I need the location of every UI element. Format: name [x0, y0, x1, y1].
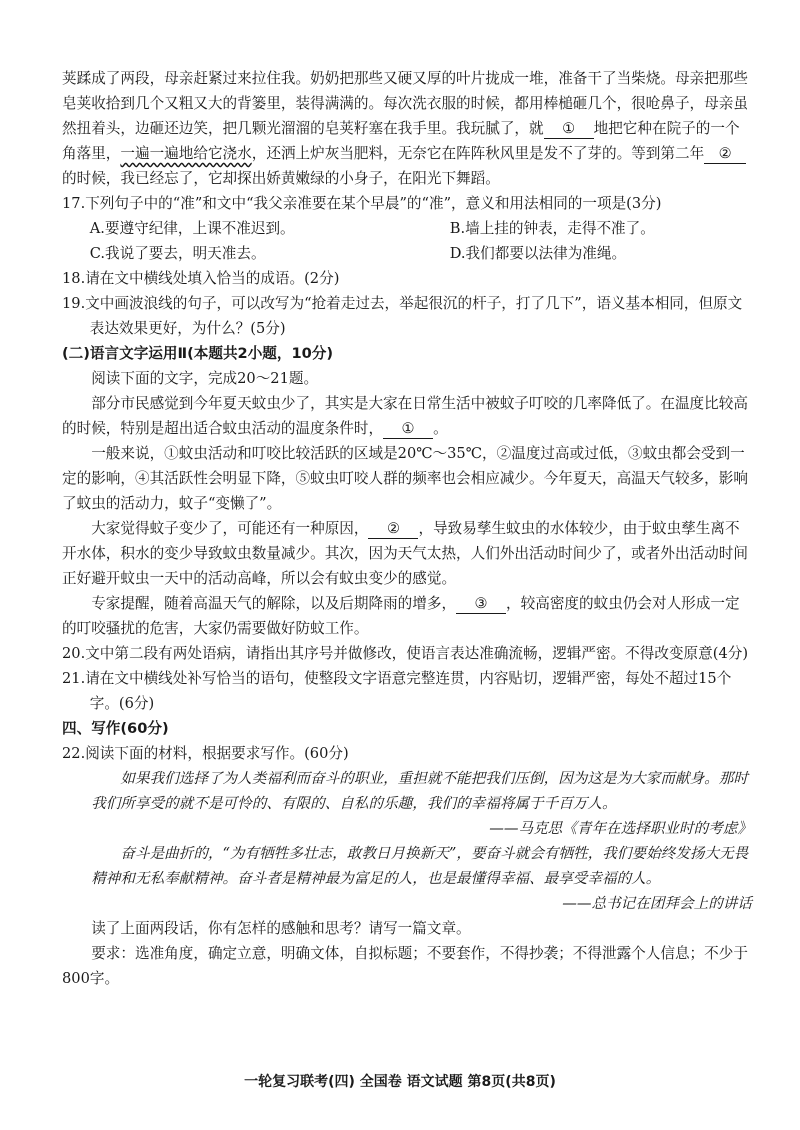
question-20: 20.文中第二段有两处语病，请指出其序号并做修改，使语言表达准确流畅，逻辑严密。不得改变原意(4分) [62, 645, 749, 662]
quote-2: 奋斗是曲折的，“为有牺牲多壮志，敢教日月换新天”，要奋斗就会有牺牲，我们要始终发扬大无畏精神和无私奉献精神。奋斗者是精神最为富足的人，也是最懂得幸福、最享受幸福的人。 [91, 845, 749, 887]
exam-page [62, 66, 752, 991]
section-2-title: (二)语言文字运用Ⅱ(本题共2小题，10分) [62, 345, 334, 362]
wavy-underlined-sentence: 一遍一遍地给它浇水 [120, 145, 252, 162]
blank-p1: ① [383, 420, 433, 439]
paragraph-3: 大家觉得蚊子变少了，可能还有一种原因， ② ，导致易孳生蚊虫的水体较少，由于蚊虫孳生离不开水体，积水的变少导致蚊虫数量减少。其次，因为天气太热，人们外出活动时间少了，或者外出活动时间正好避开蚊虫一天中的活动高峰，所以会有蚊虫变少的感觉。 [62, 520, 748, 587]
writing-requirements: 要求：选准角度，确定立意，明确文体，自拟标题；不要套作，不得抄袭；不得泄露个人信息；不少于800字。 [62, 945, 748, 987]
question-18: 18.请在文中横线处填入恰当的成语。(2分) [62, 270, 340, 287]
passage-tail: 荚蹂成了两段，母亲赶紧过来拉住我。奶奶把那些又硬又厚的叶片拢成一堆，准备干了当柴烧。母亲把那些皂荚收拾到几个又粗又大的背篓里，装得满满的。每次洗衣服的时候，都用棒槌砸几个，很呛鼻子，母亲虽然扭着头，边砸还边笑，把几颗光溜溜的皂荚籽塞在我手里。我玩腻了，就 ① 地把它种在院子的一个角落里，一遍一遍地给它浇水，还洒上炉灰当肥料，无奈它在阵阵秋风里是发不了芽的。等到第二年 ②的时候，我已经忘了，它却探出娇黄嫩绿的小身子，在阳光下舞蹈。 [62, 70, 748, 187]
quote-1-source: ——马克思《青年在选择职业时的考虑》 [489, 820, 752, 837]
quote-2-source: ——总书记在团拜会上的讲话 [562, 895, 752, 912]
blank-2: ② [704, 145, 746, 164]
page-footer: 一轮复习联考(四) 全国卷 语文试题 第8页(共8页) [244, 1074, 556, 1090]
option-b: B.墙上挂的钟表，走得不准了。 [449, 220, 655, 237]
option-d: D.我们都要以法律为准绳。 [449, 245, 627, 262]
option-c: C.我说了要去，明天准去。 [89, 245, 266, 262]
question-22: 22.阅读下面的材料，根据要求写作。(60分) [62, 745, 349, 762]
blank-1: ① [544, 120, 594, 139]
section-4-title: 四、写作(60分) [62, 720, 169, 737]
material-quotes [62, 766, 752, 916]
section-2-intro: 阅读下面的文字，完成20～21题。 [91, 370, 319, 387]
blank-p2: ② [368, 520, 418, 539]
question-17: 17.下列句子中的“准”和文中“我父亲准要在某个早晨”的“准”，意义和用法相同的一项是(3分) [62, 195, 662, 212]
blank-p3: ③ [456, 595, 506, 614]
question-21: 21.请在文中横线处补写恰当的语句，使整段文字语意完整连贯，内容贴切，逻辑严密，每处不超过15个字。(6分) [62, 670, 732, 712]
paragraph-1: 部分市民感觉到今年夏天蚊虫少了，其实是大家在日常生活中被蚊子叮咬的几率降低了。在温度比较高的时候，特别是超出适合蚊虫活动的温度条件时， ① 。 [62, 395, 748, 437]
paragraph-2: 一般来说，①蚊虫活动和叮咬比较活跃的区域是20℃～35℃，②温度过高或过低，③蚊虫都会受到一定的影响，④其活跃性会明显下降，⑤蚊虫叮咬人群的频率也会相应减少。今年夏天，高温天气较多，影响了蚊虫的活动力，蚊子“变懒了”。 [62, 445, 748, 512]
question-19: 19.文中画波浪线的句子，可以改写为“抢着走过去，举起很沉的杆子，打了几下”，语义基本相同，但原文表达效果更好，为什么？(5分) [62, 295, 743, 337]
paragraph-4: 专家提醒，随着高温天气的解除，以及后期降雨的增多， ③ ，较高密度的蚊虫仍会对人形成一定的叮咬骚扰的危害，大家仍需要做好防蚊工作。 [62, 595, 740, 637]
writing-prompt: 读了上面两段话，你有怎样的感触和思考？请写一篇文章。 [91, 920, 471, 937]
option-a: A.要遵守纪律，上课不准迟到。 [89, 220, 295, 237]
question-17-options [62, 216, 752, 266]
quote-1: 如果我们选择了为人类福利而奋斗的职业，重担就不能把我们压倒，因为这是为大家而献身。那时我们所享受的就不是可怜的、有限的、自私的乐趣，我们的幸福将属于千百万人。 [91, 770, 748, 812]
